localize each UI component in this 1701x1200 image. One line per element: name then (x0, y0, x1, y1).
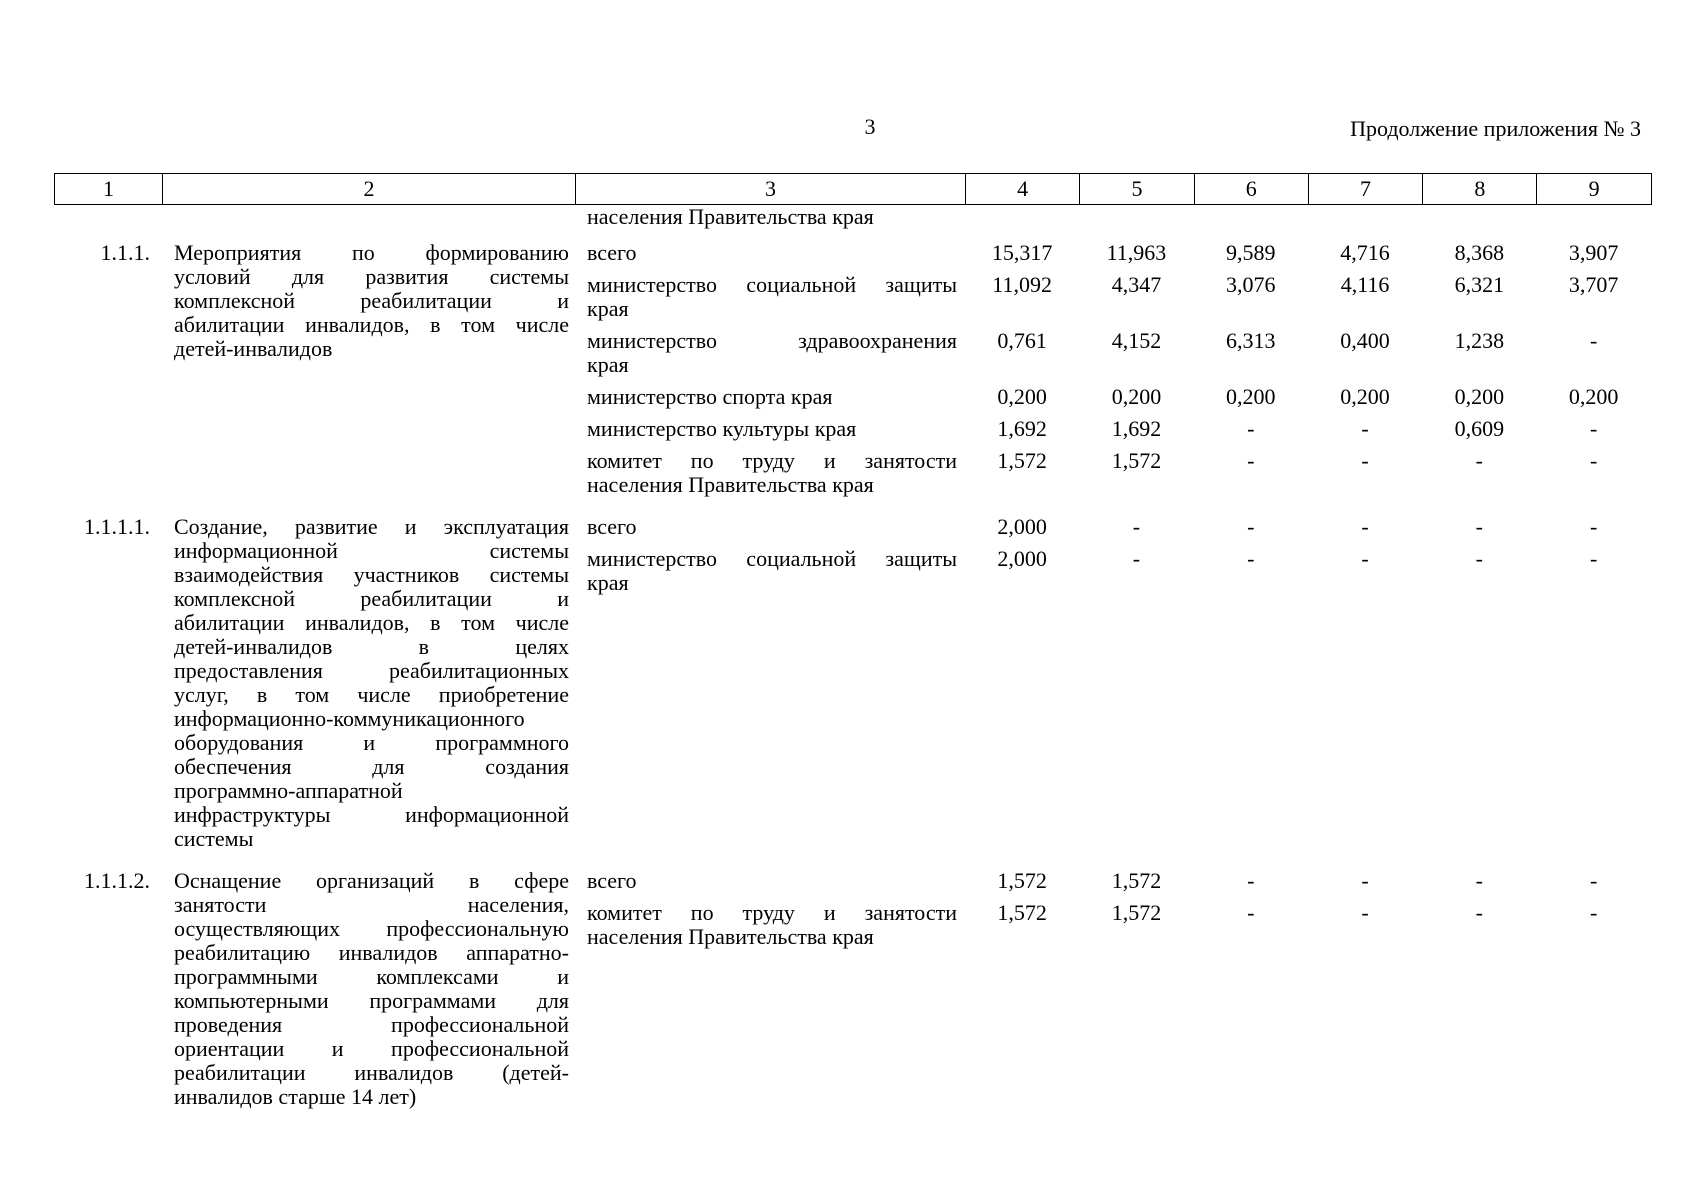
funding-source-line: населения Правительства края (587, 924, 874, 949)
amount-cell: 1,572 (997, 868, 1047, 893)
amount-cell: 0,200 (1225, 384, 1276, 409)
section-code: 1.1.1. (100, 240, 150, 265)
section-title-line: предоставления реабилитационных (174, 658, 569, 683)
section-title-line: информационной системы (174, 538, 569, 563)
amount-cell: 0,200 (1111, 384, 1162, 409)
funding-source (575, 869, 965, 893)
amount-cell: - (1247, 448, 1255, 473)
amount-cell: 15,317 (991, 240, 1053, 265)
section-title-line: осуществляющих профессиональную (174, 916, 569, 941)
amount-cell: 11,963 (1106, 240, 1167, 265)
funding-source-line: края (587, 296, 629, 321)
amount-cell: - (1589, 448, 1598, 473)
funding-row (575, 901, 1651, 949)
section-row (54, 869, 1651, 1109)
funding-row (575, 241, 1651, 265)
column-header: 9 (1537, 174, 1651, 205)
funding-source-line: комитет по труду и занятости (587, 448, 957, 473)
section-title-line: компьютерными программами для (174, 988, 569, 1013)
section-title-line: занятости населения, (174, 892, 569, 917)
section-code: 1.1.1.1. (84, 514, 150, 539)
section-title-line: абилитации инвалидов, в том числе (174, 312, 569, 337)
funding-row (575, 273, 1651, 321)
funding-source (575, 547, 965, 595)
section-code: 1.1.1.2. (84, 868, 150, 893)
funding-row (575, 385, 1651, 409)
amount-cell: 1,572 (997, 900, 1047, 925)
section-title-line: программными комплексами и (174, 964, 569, 989)
section-title-line: детей-инвалидов в целях (174, 634, 569, 659)
section-title-line: реабилитацию инвалидов аппаратно- (174, 940, 569, 965)
section-title-line: информационно-коммуникационного (174, 706, 525, 731)
amount-cell: - (1589, 546, 1598, 571)
funding-source (575, 901, 965, 949)
carryover-row (54, 205, 1651, 235)
amount-cell: 4,716 (1340, 240, 1390, 265)
section-title-line: реабилитации инвалидов (детей- (174, 1060, 569, 1085)
column-header: 5 (1080, 174, 1194, 205)
section-title-line: оборудования и программного (174, 730, 569, 755)
section-title-line: комплексной реабилитации и (174, 586, 569, 611)
amount-cell: 4,152 (1111, 328, 1162, 353)
amount-cell: - (1589, 514, 1598, 539)
amount-cell: - (1475, 546, 1483, 571)
funding-source-line: всего (587, 514, 637, 539)
section-title-line: условий для развития системы (174, 264, 569, 289)
section-title-line: услуг, в том числе приобретение (174, 682, 569, 707)
funding-source (575, 449, 965, 497)
amount-cell: 0,761 (997, 328, 1047, 353)
section-title-line: абилитации инвалидов, в том числе (174, 610, 569, 635)
amount-cell: 1,572 (1111, 900, 1162, 925)
amount-cell: - (1475, 868, 1483, 893)
amount-cell: 4,347 (1111, 272, 1162, 297)
section-title-line: Мероприятия по формированию (174, 240, 569, 265)
amount-cell: 3,907 (1568, 240, 1619, 265)
amount-cell: - (1247, 514, 1255, 539)
amount-cell: 1,692 (1111, 416, 1162, 441)
amount-cell: 0,200 (1454, 384, 1505, 409)
section-title (162, 515, 575, 851)
amount-cell: - (1247, 900, 1255, 925)
funding-row (575, 417, 1651, 441)
amount-cell: - (1361, 416, 1369, 441)
funding-source-line: министерство спорта края (587, 384, 833, 409)
section-title-line: проведения профессиональной (174, 1012, 569, 1037)
funding-source (575, 329, 965, 377)
amount-cell: - (1589, 416, 1598, 441)
amount-cell: - (1475, 900, 1483, 925)
section-title-line: инфраструктуры информационной (174, 802, 569, 827)
amount-cell: 9,589 (1225, 240, 1276, 265)
amount-cell: 1,572 (1111, 448, 1162, 473)
section-title-line: системы (174, 826, 254, 851)
column-header: 2 (163, 174, 576, 205)
amount-cell: - (1589, 328, 1598, 353)
amount-cell: - (1361, 546, 1369, 571)
funding-source-line: министерство здравоохранения (587, 328, 957, 353)
column-header-table (54, 173, 1652, 205)
amount-cell: 2,000 (997, 546, 1047, 571)
amount-cell: - (1132, 546, 1141, 571)
funding-source-line: края (587, 352, 629, 377)
amount-cell: - (1247, 416, 1255, 441)
section-title-line: инвалидов старше 14 лет) (174, 1084, 417, 1109)
section-title-line: обеспечения для создания (174, 754, 569, 779)
funding-source-line: края (587, 570, 629, 595)
section-title (162, 241, 575, 361)
amount-cell: 0,400 (1340, 328, 1390, 353)
funding-source-line: министерство социальной защиты (587, 546, 957, 571)
funding-source-line: населения Правительства края (587, 472, 874, 497)
amount-cell: 1,238 (1454, 328, 1505, 353)
amount-cell: - (1247, 868, 1255, 893)
amount-cell: - (1361, 900, 1369, 925)
section-title-line: детей-инвалидов (174, 336, 333, 361)
column-header-row (55, 174, 1652, 205)
funding-source (575, 385, 965, 409)
funding-source-line: министерство социальной защиты (587, 272, 957, 297)
amount-cell: 11,092 (992, 272, 1052, 297)
funding-source-line: комитет по труду и занятости (587, 900, 957, 925)
funding-source-line: министерство культуры края (587, 416, 857, 441)
section-row (54, 515, 1651, 851)
section-title-line: Создание, развитие и эксплуатация (174, 514, 569, 539)
section-title-line: комплексной реабилитации и (174, 288, 569, 313)
amount-cell: - (1361, 448, 1369, 473)
funding-row (575, 869, 1651, 893)
funding-source (575, 273, 965, 321)
column-header: 6 (1194, 174, 1308, 205)
section-row (54, 241, 1651, 497)
amount-cell: 8,368 (1454, 240, 1505, 265)
funding-source (575, 241, 965, 265)
amount-cell: 1,692 (997, 416, 1047, 441)
amount-cell: 0,200 (1568, 384, 1619, 409)
amount-cell: 4,116 (1340, 272, 1390, 297)
section-title-line: ориентации и профессиональной (174, 1036, 569, 1061)
carryover-line: населения Правительства края (587, 204, 874, 229)
amount-cell: - (1361, 514, 1369, 539)
amount-cell: 6,313 (1225, 328, 1276, 353)
amount-cell: 0,200 (997, 384, 1047, 409)
column-header: 1 (55, 174, 163, 205)
section-title (162, 869, 575, 1109)
funding-row (575, 547, 1651, 595)
column-header: 4 (966, 174, 1080, 205)
amount-cell: - (1475, 514, 1483, 539)
amount-cell: - (1361, 868, 1369, 893)
appendix-note: Продолжение приложения № 3 (1350, 116, 1641, 141)
amount-cell: 0,609 (1454, 416, 1505, 441)
amount-cell: - (1589, 868, 1598, 893)
page-number: 3 (864, 114, 876, 139)
column-header: 3 (576, 174, 966, 205)
amount-cell: - (1132, 514, 1141, 539)
amount-cell: 1,572 (997, 448, 1047, 473)
funding-row (575, 329, 1651, 377)
section-title-line: взаимодействия участников системы (174, 562, 569, 587)
table-body (54, 205, 1651, 1109)
funding-source (575, 515, 965, 539)
funding-row (575, 515, 1651, 539)
funding-row (575, 449, 1651, 497)
amount-cell: - (1589, 900, 1598, 925)
section-title-line: Оснащение организаций в сфере (174, 868, 569, 893)
amount-cell: 6,321 (1454, 272, 1505, 297)
column-header: 8 (1423, 174, 1537, 205)
amount-cell: - (1247, 546, 1255, 571)
funding-source-line: всего (587, 240, 637, 265)
amount-cell: - (1475, 448, 1483, 473)
section-title-line: программно-аппаратной (174, 778, 403, 803)
amount-cell: 3,707 (1568, 272, 1619, 297)
amount-cell: 1,572 (1111, 868, 1162, 893)
funding-source (575, 417, 965, 441)
amount-cell: 3,076 (1225, 272, 1276, 297)
column-header: 7 (1308, 174, 1422, 205)
funding-source-line: всего (587, 868, 637, 893)
amount-cell: 0,200 (1340, 384, 1390, 409)
amount-cell: 2,000 (997, 514, 1047, 539)
